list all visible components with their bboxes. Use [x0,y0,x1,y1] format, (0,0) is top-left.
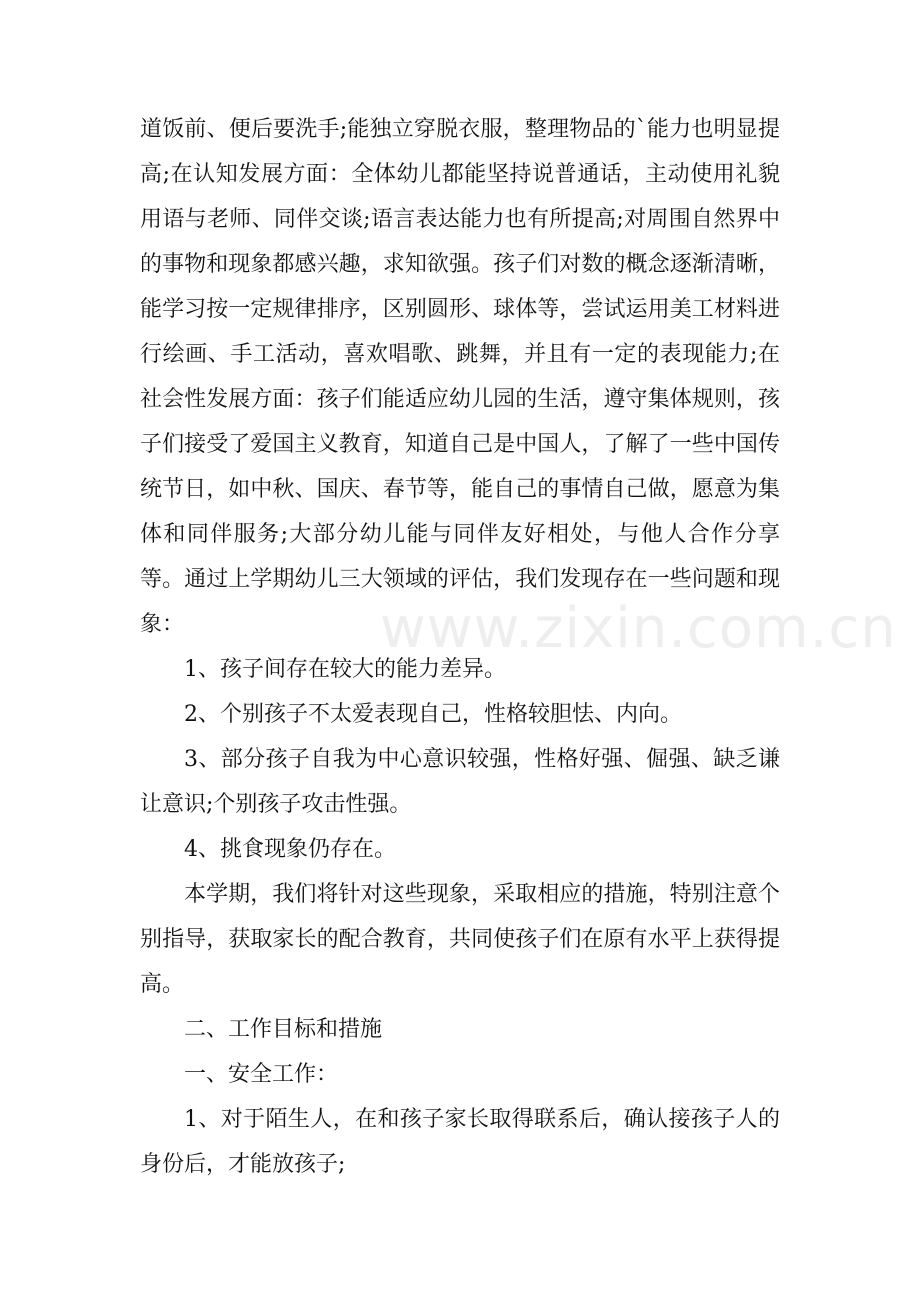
list-item-ability-difference: 1、孩子间存在较大的能力差异。 [184,657,506,682]
subsection-heading-safety: 一、安全工作： [184,1062,339,1087]
paragraph-development-summary: 道饭前、便后要洗手;能独立穿脱衣服，整理物品的`能力也明显提高;在认知发展方面：全体幼儿都能坚持说普通话，主动使用礼貌用语与老师、同伴交谈;语言表达能力也有所提高;对周围自然界中的事物和现象都感兴趣，求知欲强。孩子们对数的概念逐渐清晰，能学习按一定规律排序，区别圆形、球体等，尝试运用美工材料进行绘画、手工活动，喜欢唱歌、跳舞，并且有一定的表现能力;在社会性发展方面：孩子们能适应幼儿园的生活，遵守集体规则，孩子们接受了爱国主义教育，知道自己是中国人，了解了一些中国传统节日，如中秋、国庆、春节等，能自己的事情自己做，愿意为集体和同伴服务;大部分幼儿能与同伴友好相处，与他人合作分享等。通过上学期幼儿三大领域的评估，我们发现存在一些问题和现象： [140,117,780,637]
list-item-strangers: 1、对于陌生人，在和孩子家长取得联系后，确认接孩子人的身份后，才能放孩子; [140,1107,780,1177]
paragraph-semester-plan: 本学期，我们将针对这些现象，采取相应的措施，特别注意个别指导，获取家长的配合教育，共同使孩子们在原有水平上获得提高。 [140,882,780,997]
document-body [140,107,780,1187]
list-item-picky-eating: 4、挑食现象仍存在。 [184,837,396,862]
list-item-shy-children: 2、个别孩子不太爱表现自己，性格较胆怯、内向。 [184,702,682,727]
list-item-self-centered: 3、部分孩子自我为中心意识较强，性格好强、倔强、缺乏谦让意识;个别孩子攻击性强。 [140,747,780,817]
watermark-text: www.zixin.com.cn [380,596,897,661]
section-heading-goals: 二、工作目标和措施 [184,1017,383,1042]
